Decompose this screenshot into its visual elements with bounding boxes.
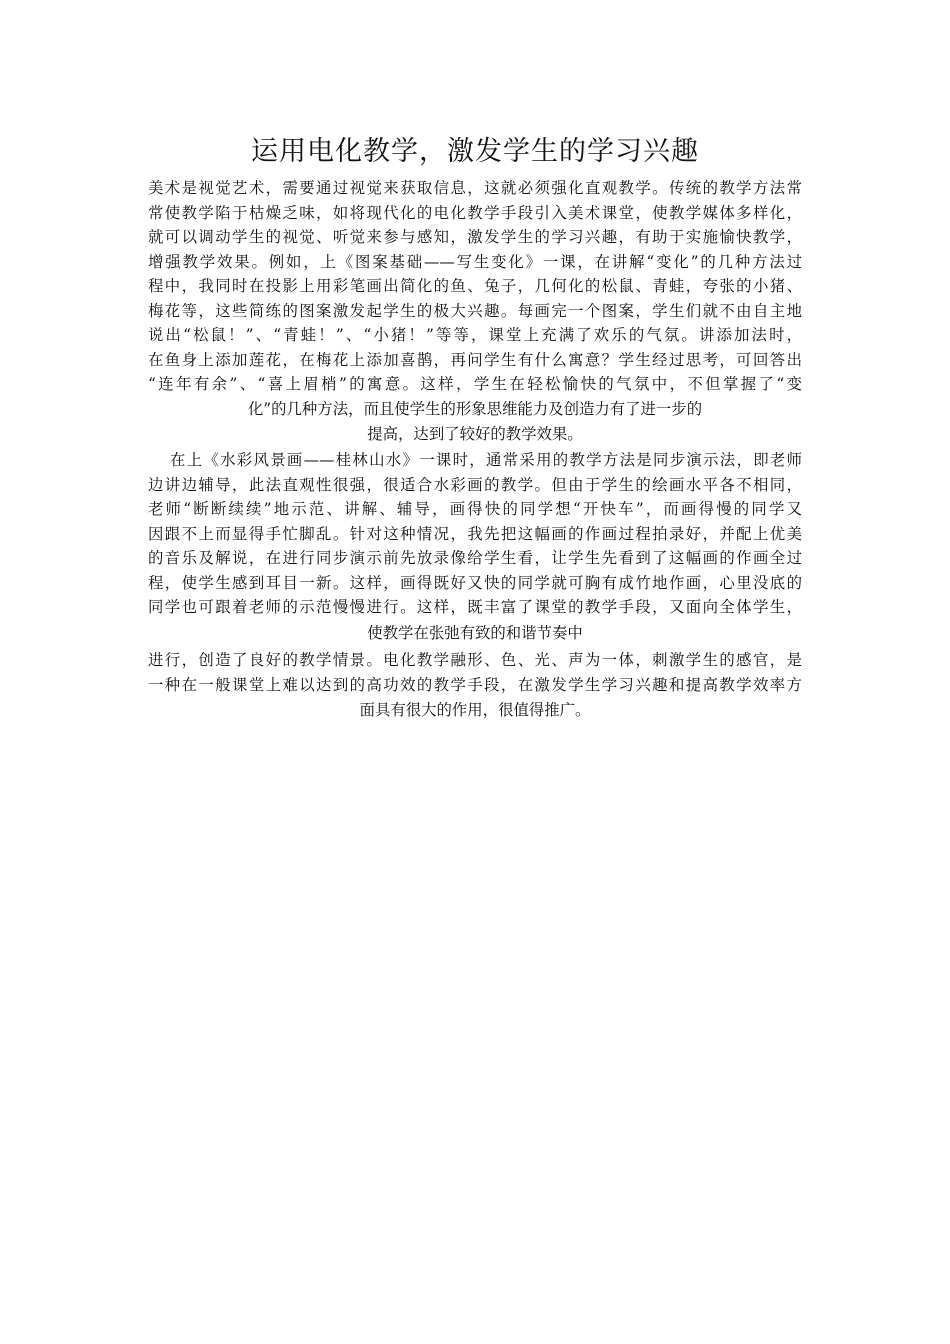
paragraph-1-line-10: 化”的几种方法，而且使学生的形象思维能力及创造力有了进一步的: [247, 400, 703, 418]
paragraph-2-line-4: 因跟不上而显得手忙脚乱。针对这种情况，我先把这幅画的作画过程拍录好，并配上优美: [148, 525, 802, 543]
paragraph-2-line-2: 边讲边辅导，此法直观性很强，很适合水彩画的教学。但由于学生的绘画水平各不相同，: [148, 476, 802, 494]
paragraph-2-line-8: 使教学在张弛有致的和谐节奏中: [367, 624, 583, 642]
paragraph-1-line-2: 常使教学陷于枯燥乏味，如将现代化的电化教学手段引入美术课堂，使教学媒体多样化，: [148, 204, 802, 222]
paragraph-2-line-6: 程，使学生感到耳目一新。这样，画得既好又快的同学就可胸有成竹地作画，心里没底的: [148, 574, 802, 592]
paragraph-1-line-4: 增强教学效果。例如，上《图案基础——写生变化》一课，在讲解“变化”的几种方法过: [148, 253, 802, 271]
paragraph-1-line-3: 就可以调动学生的视觉、听觉来参与感知，激发学生的学习兴趣，有助于实施愉快教学，: [148, 228, 802, 246]
paragraph-2-line-5: 的音乐及解说，在进行同步演示前先放录像给学生看，让学生先看到了这幅画的作画全过: [148, 549, 802, 567]
paragraph-2-line-1: 在上《水彩风景画——桂林山水》一课时，通常采用的教学方法是同步演示法，即老师: [170, 451, 802, 469]
paragraph-2-line-3: 老师“断断续续”地示范、讲解、辅导，画得快的同学想“开快车”，而画得慢的同学又: [148, 500, 802, 518]
document-title: 运用电化教学，激发学生的学习兴趣: [251, 136, 699, 167]
paragraph-2-line-9: 进行，创造了良好的教学情景。电化教学融形、色、光、声为一体，刺激学生的感官，是: [148, 651, 802, 669]
paragraph-2-line-10: 一种在一般课堂上难以达到的高功效的教学手段，在激发学生学习兴趣和提高教学效率方: [148, 676, 802, 694]
paragraph-1-line-8: 在鱼身上添加莲花，在梅花上添加喜鹊，再问学生有什么寓意？学生经过思考，可回答出: [148, 351, 802, 369]
paragraph-1-line-1: 美术是视觉艺术，需要通过视觉来获取信息，这就必须强化直观教学。传统的教学方法常: [148, 179, 802, 197]
paragraph-1-line-11: 提高，达到了较好的教学效果。: [367, 425, 583, 443]
paragraph-2-line-7: 同学也可跟着老师的示范慢慢进行。这样，既丰富了课堂的教学手段，又面向全体学生，: [148, 598, 802, 616]
paragraph-1-line-9: “连年有余”、“喜上眉梢”的寓意。这样，学生在轻松愉快的气氛中，不但掌握了“变: [148, 375, 802, 393]
paragraph-1-line-5: 程中，我同时在投影上用彩笔画出简化的鱼、兔子，几何化的松鼠、青蛙，夸张的小猪、: [148, 277, 802, 295]
paragraph-2-line-11: 面具有很大的作用，很值得推广。: [359, 701, 591, 719]
paragraph-1-line-7: 说出“松鼠！”、“青蛙！”、“小猪！”等等，课堂上充满了欢乐的气氛。讲添加法时，: [148, 326, 802, 344]
paragraph-1-line-6: 梅花等，这些简练的图案激发起学生的极大兴趣。每画完一个图案，学生们就不由自主地: [148, 302, 802, 320]
